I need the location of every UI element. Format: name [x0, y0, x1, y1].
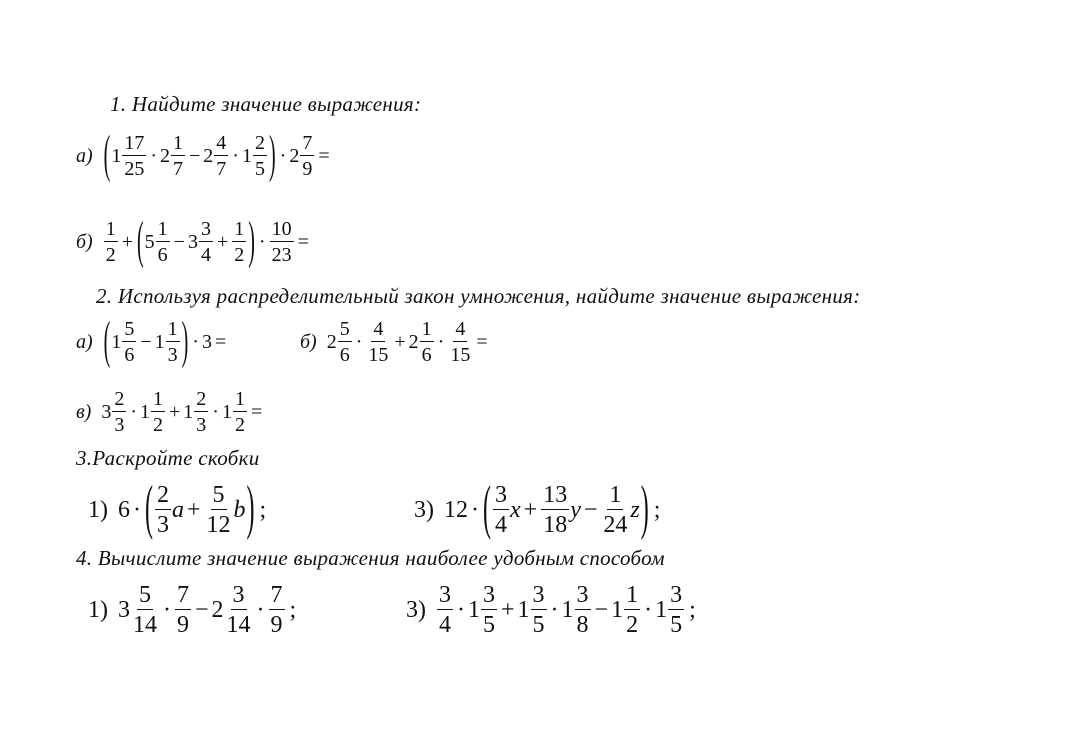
- fraction: $\frac{4}{15}$: [368, 318, 389, 366]
- times-sign: ·: [258, 230, 266, 253]
- task4-problem-3: [406, 580, 696, 640]
- times-sign: ·: [256, 596, 265, 623]
- minus-sign: −: [173, 230, 185, 253]
- fraction: $\frac{5}{12}$: [206, 482, 231, 538]
- variable: b: [233, 496, 246, 523]
- whole-part: 3: [187, 230, 198, 253]
- item-label: а): [76, 144, 93, 167]
- plus-sign: +: [394, 330, 406, 353]
- whole-part: 2: [326, 330, 337, 353]
- plus-sign: +: [501, 596, 515, 623]
- times-sign: ·: [437, 330, 445, 353]
- whole-part: 1: [517, 596, 530, 623]
- fraction: $\frac{2}{5}$: [254, 132, 265, 180]
- fraction: $\frac{3}{4}$: [439, 582, 451, 638]
- task2-expression-c: [76, 382, 265, 442]
- task4-heading: 4. Вычислите значение выражения наиболее удобным способом: [76, 546, 665, 570]
- equals-sign: =: [318, 144, 330, 167]
- times-sign: ·: [163, 596, 171, 623]
- whole-part: 1: [221, 400, 232, 423]
- whole-part: 1: [241, 144, 252, 167]
- minus-sign: −: [195, 596, 209, 623]
- times-sign: ·: [192, 330, 199, 353]
- plus-sign: +: [169, 400, 181, 423]
- fraction: $\frac{7}{9}$: [302, 132, 313, 180]
- semicolon: ;: [689, 596, 696, 623]
- whole-part: 3: [101, 400, 112, 423]
- plus-sign: +: [121, 230, 133, 253]
- times-sign: ·: [471, 496, 479, 523]
- times-sign: ·: [550, 596, 559, 623]
- equals-sign: =: [214, 330, 227, 353]
- times-sign: ·: [232, 144, 239, 167]
- whole-part: 1: [183, 400, 194, 423]
- times-sign: ·: [457, 596, 465, 623]
- fraction: $\frac{3}{4}$: [495, 482, 507, 538]
- times-sign: ·: [133, 496, 141, 523]
- task1-expression-b: [76, 212, 312, 272]
- plus-sign: +: [523, 496, 538, 523]
- item-label: в): [76, 400, 92, 423]
- right-paren: ): [181, 312, 189, 370]
- fraction: $\frac{3}{5}$: [670, 582, 683, 638]
- times-sign: ·: [130, 400, 138, 423]
- variable: z: [630, 496, 640, 523]
- minus-sign: −: [594, 596, 609, 623]
- whole-part: 1: [468, 596, 480, 623]
- fraction: $\frac{3}{8}$: [576, 582, 589, 638]
- plus-sign: +: [216, 230, 229, 253]
- fraction: $\frac{1}{2}$: [626, 582, 639, 638]
- left-paren: (: [137, 212, 144, 270]
- fraction: $\frac{3}{14}$: [226, 582, 251, 638]
- times-sign: ·: [279, 144, 287, 167]
- fraction: $\frac{1}{2}$: [234, 388, 245, 436]
- fraction: $\frac{1}{7}$: [173, 132, 184, 180]
- fraction: $\frac{1}{3}$: [167, 318, 178, 366]
- fraction: $\frac{13}{18}$: [543, 482, 568, 538]
- task1-heading: 1. Найдите значение выражения:: [110, 92, 422, 116]
- task3-heading: 3.Раскройте скобки: [76, 446, 260, 470]
- left-paren: (: [103, 312, 111, 370]
- task1-expression-a: [76, 126, 333, 186]
- fraction: $\frac{5}{14}$: [133, 582, 157, 638]
- fraction: $\frac{4}{15}$: [450, 318, 471, 366]
- whole-part: 2: [203, 144, 214, 167]
- equals-sign: =: [476, 330, 488, 353]
- number: 12: [444, 496, 468, 523]
- fraction: $\frac{1}{2}$: [153, 388, 164, 436]
- task4-problem-1: [88, 580, 296, 640]
- semicolon: ;: [289, 596, 297, 623]
- right-paren: ): [248, 212, 255, 270]
- equals-sign: =: [297, 230, 309, 253]
- fraction: $\frac{17}{25}$: [124, 132, 145, 180]
- plus-sign: +: [187, 496, 201, 523]
- semicolon: ;: [653, 496, 661, 523]
- whole-part: 1: [140, 400, 151, 423]
- right-paren: ): [246, 476, 255, 542]
- whole-part: 2: [408, 330, 419, 353]
- times-sign: ·: [150, 144, 158, 167]
- item-label: 1): [88, 596, 108, 623]
- left-paren: (: [483, 476, 491, 542]
- minus-sign: −: [189, 144, 201, 167]
- fraction: $\frac{3}{5}$: [483, 582, 495, 638]
- times-sign: ·: [355, 330, 363, 353]
- fraction: $\frac{10}{23}$: [271, 218, 292, 266]
- whole-part: 1: [655, 596, 668, 623]
- whole-part: 2: [160, 144, 171, 167]
- fraction: $\frac{2}{3}$: [196, 388, 207, 436]
- left-paren: (: [103, 126, 111, 184]
- whole-part: 2: [289, 144, 300, 167]
- item-label: б): [76, 230, 93, 253]
- times-sign: ·: [644, 596, 653, 623]
- fraction: $\frac{3}{5}$: [532, 582, 545, 638]
- task3-problem-3: [414, 478, 660, 542]
- whole-part: 2: [211, 596, 224, 623]
- fraction: $\frac{7}{9}$: [270, 582, 283, 638]
- fraction: $\frac{7}{9}$: [177, 582, 189, 638]
- equals-sign: =: [250, 400, 263, 423]
- task3-problem-1: [88, 478, 266, 542]
- variable: x: [510, 496, 521, 523]
- task2-expression-a: [76, 312, 229, 372]
- task2-expression-b: [300, 312, 491, 372]
- whole-part: 3: [118, 596, 130, 623]
- item-label: 3): [414, 496, 434, 523]
- left-paren: (: [145, 476, 153, 542]
- fraction: $\frac{1}{6}$: [157, 218, 168, 266]
- whole-part: 1: [111, 330, 122, 353]
- whole-part: 1: [154, 330, 165, 353]
- fraction: $\frac{1}{6}$: [421, 318, 432, 366]
- item-label: б): [300, 330, 317, 353]
- semicolon: ;: [259, 496, 267, 523]
- whole-part: 1: [111, 144, 122, 167]
- item-label: а): [76, 330, 93, 353]
- fraction: $\frac{1}{24}$: [603, 482, 628, 538]
- minus-sign: −: [140, 330, 152, 353]
- item-label: 3): [406, 596, 426, 623]
- whole-part: 1: [561, 596, 574, 623]
- times-sign: ·: [212, 400, 219, 423]
- fraction: $\frac{4}{7}$: [216, 132, 227, 180]
- fraction: $\frac{1}{2}$: [105, 218, 116, 266]
- fraction: $\frac{2}{3}$: [114, 388, 125, 436]
- right-paren: ): [640, 476, 649, 542]
- variable: y: [570, 496, 581, 523]
- item-label: 1): [88, 496, 108, 523]
- task2-heading: 2. Используя распределительный закон умножения, найдите значение выражения:: [96, 284, 861, 308]
- fraction: $\frac{5}{6}$: [339, 318, 350, 366]
- variable: a: [172, 496, 184, 523]
- fraction: $\frac{2}{3}$: [157, 482, 169, 538]
- fraction: $\frac{5}{6}$: [124, 318, 135, 366]
- fraction: $\frac{3}{4}$: [200, 218, 211, 266]
- number: 6: [118, 496, 130, 523]
- fraction: $\frac{1}{2}$: [234, 218, 245, 266]
- right-paren: ): [268, 126, 276, 184]
- whole-part: 1: [611, 596, 624, 623]
- minus-sign: −: [583, 496, 598, 523]
- whole-part: 5: [144, 230, 155, 253]
- number: 3: [201, 330, 212, 353]
